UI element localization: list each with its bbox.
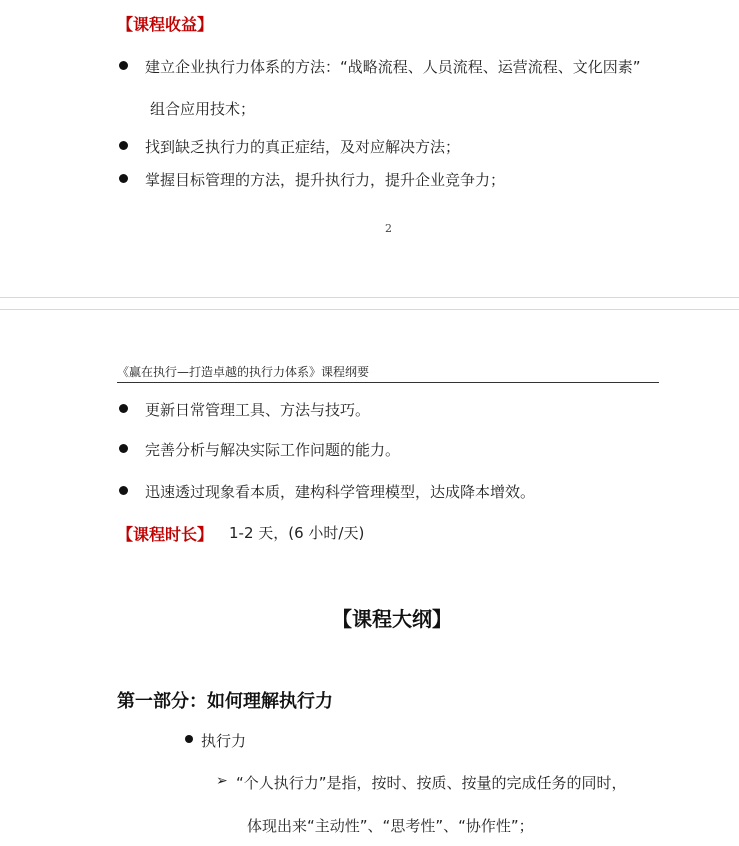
page-number: 2	[385, 222, 392, 235]
section-heading-duration: 【课程时长】	[117, 525, 214, 544]
bullet-icon	[119, 174, 128, 183]
bullet-icon	[185, 735, 193, 743]
arrow-item-line-2: 体现出来“主动性”、“思考性”、“协作性”；	[247, 817, 534, 835]
outline-title: 【课程大纲】	[332, 607, 452, 631]
benefit-item-2: 找到缺乏执行力的真正症结，及对应解决方法；	[145, 138, 461, 156]
bullet-icon	[119, 404, 128, 413]
page-header: 《赢在执行—打造卓越的执行力体系》课程纲要	[117, 365, 370, 379]
bullet-icon	[119, 444, 128, 453]
benefit-item-5: 完善分析与解决实际工作问题的能力。	[145, 441, 401, 459]
bullet-icon	[119, 141, 128, 150]
page-separator-bottom	[0, 309, 739, 310]
arrow-bullet-icon: ➢	[216, 773, 228, 789]
part1-title: 第一部分：如何理解执行力	[117, 691, 333, 712]
benefit-item-3: 掌握目标管理的方法，提升执行力，提升企业竞争力；	[145, 171, 506, 189]
benefit-item-1: 建立企业执行力体系的方法：“战略流程、人员流程、运营流程、文化因素”	[145, 58, 641, 76]
bullet-icon	[119, 486, 128, 495]
page-separator-top	[0, 297, 739, 298]
section-heading-benefits: 【课程收益】	[117, 15, 214, 34]
benefit-item-1-continuation: 组合应用技术；	[150, 100, 256, 118]
benefit-item-6: 迅速透过现象看本质，建构科学管理模型，达成降本增效。	[145, 483, 536, 501]
bullet-icon	[119, 61, 128, 70]
duration-value: 1-2 天，(6 小时/天)	[229, 524, 365, 542]
header-rule	[117, 382, 659, 383]
arrow-item-line-1: “个人执行力”是指，按时、按质、按量的完成任务的同时，	[236, 774, 627, 792]
sub-bullet-execution: 执行力	[201, 732, 247, 750]
benefit-item-4: 更新日常管理工具、方法与技巧。	[145, 401, 371, 419]
